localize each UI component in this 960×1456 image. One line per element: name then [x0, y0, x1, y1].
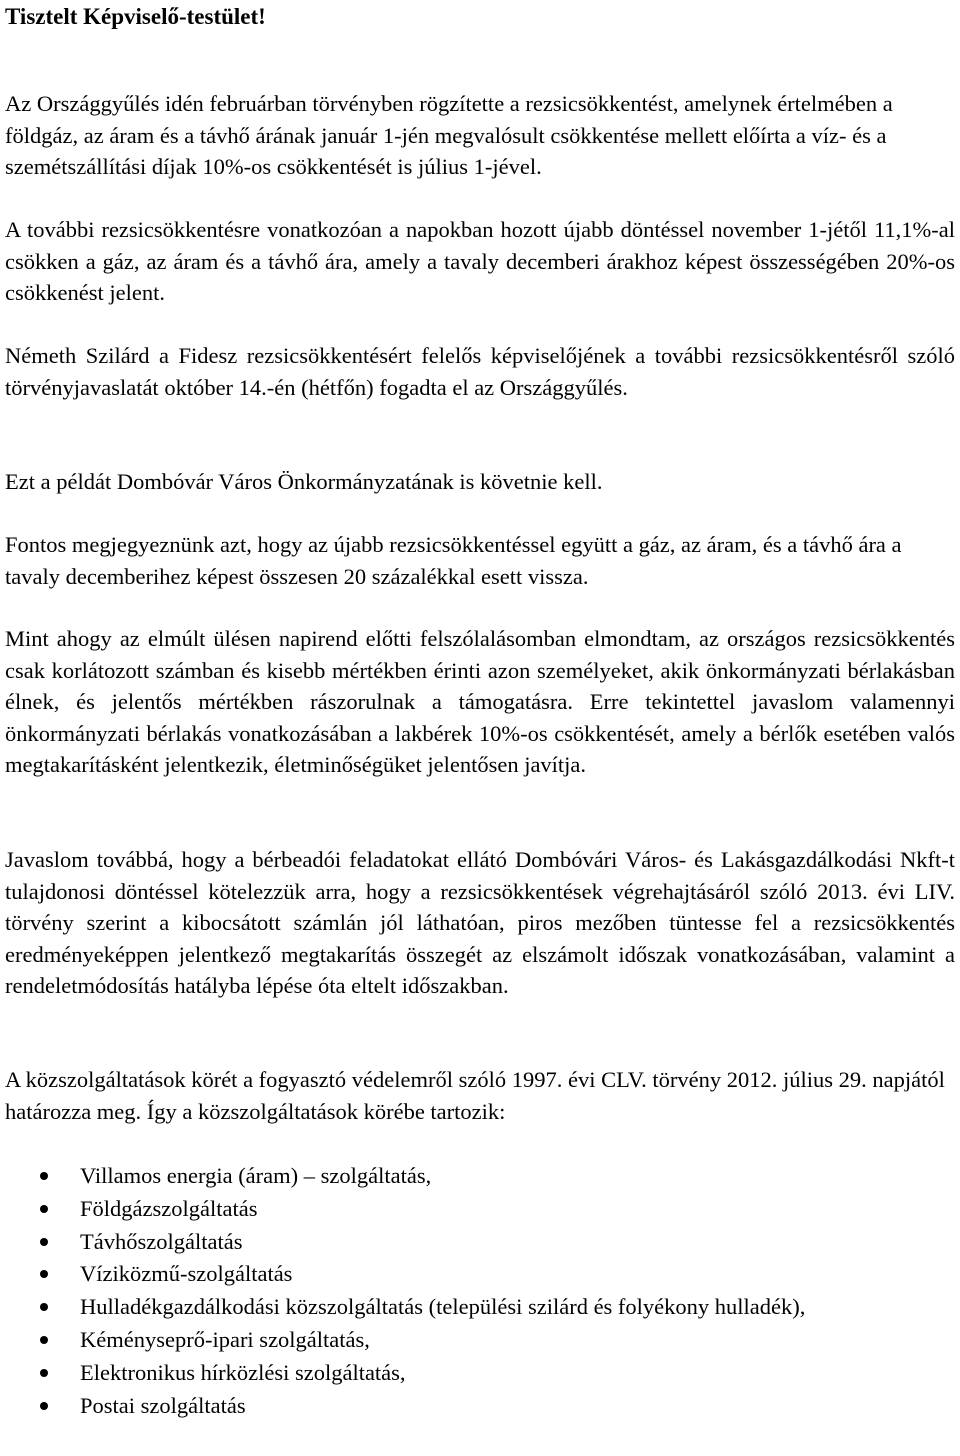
bullet-icon	[40, 1402, 48, 1410]
list-item-text: Postai szolgáltatás	[80, 1392, 246, 1418]
list-item-text: Elektronikus hírközlési szolgáltatás,	[80, 1359, 406, 1385]
list-item-text: Víziközmű-szolgáltatás	[80, 1261, 293, 1287]
paragraph-3: Németh Szilárd a Fidesz rezsicsökkentésért felelős képviselőjének a további rezsicsökkentésről szóló törvényjavaslatát október 14.-én (hétfőn) fogadta el az Országgyűlés.	[5, 343, 955, 400]
list-item	[5, 1324, 955, 1357]
bullet-icon	[40, 1336, 48, 1344]
paragraph-4: Ezt a példát Dombóvár Város Önkormányzatának is követnie kell.	[5, 469, 603, 494]
paragraph-5: Fontos megjegyeznünk azt, hogy az újabb rezsicsökkentéssel együtt a gáz, az áram, és a távhő ára a tavaly decemberihez képest összesen 20 százalékkal esett vissza.	[5, 532, 902, 589]
list-item	[5, 1390, 955, 1423]
document-heading: Tisztelt Képviselő-testület!	[5, 4, 266, 29]
paragraph-2: A további rezsicsökkentésre vonatkozóan a napokban hozott újabb döntéssel november 1-jétől 11,1%-al csökken a gáz, az áram és a távhő ára, amely a tavaly decemberi árakhoz képest összességében 20%-os csökkenést jelent.	[5, 217, 955, 305]
bullet-icon	[40, 1270, 48, 1278]
list-item	[5, 1193, 955, 1226]
list-item	[5, 1160, 955, 1193]
bullet-icon	[40, 1205, 48, 1213]
bullet-icon	[40, 1369, 48, 1377]
bullet-icon	[40, 1238, 48, 1246]
public-services-list	[5, 1160, 955, 1422]
paragraph-8: A közszolgáltatások körét a fogyasztó védelemről szóló 1997. évi CLV. törvény 2012. július 29. napjától határozza meg. Így a közszolgáltatások körébe tartozik:	[5, 1067, 945, 1124]
paragraph-7: Javaslom továbbá, hogy a bérbeadói feladatokat ellátó Dombóvári Város- és Lakásgazdálkodási Nkft-t tulajdonosi döntéssel kötelezzük arra, hogy a rezsicsökkentések végrehajtásáról szóló 2013. évi LIV. törvény szerint a kibocsátott számlán jól láthatóan, piros mezőben tüntesse fel a rezsicsökkentés eredményeképpen jelentkező megtakarítás összegét az elszámolt időszak vonatkozásában, valamint a rendeletmódosítás hatályba lépése óta eltelt időszakban.	[5, 847, 955, 998]
paragraph-1: Az Országgyűlés idén februárban törvényben rögzítette a rezsicsökkentést, amelynek értelmében a földgáz, az áram és a távhő árának január 1-jén megvalósult csökkentése mellett előírta a víz- és a szemétszállítási díjak 10%-os csökkentését is július 1-jével.	[5, 91, 893, 179]
list-item-text: Földgázszolgáltatás	[80, 1195, 258, 1221]
list-item-text: Hulladékgazdálkodási közszolgáltatás (települési szilárd és folyékony hulladék),	[80, 1294, 806, 1320]
paragraph-6: Mint ahogy az elmúlt ülésen napirend előtti felszólalásomban elmondtam, az országos rezsicsökkentés csak korlátozott számban és kisebb mértékben érinti azon személyeket, akik önkormányzati bérlakásban élnek, és jelentős mértékben rászorulnak a támogatásra. Erre tekintettel javaslom valamennyi önkormányzati bérlakás vonatkozásában a lakbérek 10%-os csökkentését, amely a bérlők esetében valós megtakarításként jelentkezik, életminőségüket jelentősen javítja.	[5, 626, 955, 777]
list-item-text: Távhőszolgáltatás	[80, 1228, 243, 1254]
list-item	[5, 1258, 955, 1291]
list-item-text: Kéményseprő-ipari szolgáltatás,	[80, 1326, 370, 1352]
bullet-icon	[40, 1172, 48, 1180]
list-item	[5, 1226, 955, 1259]
bullet-icon	[40, 1303, 48, 1311]
list-item-text: Villamos energia (áram) – szolgáltatás,	[80, 1163, 432, 1188]
list-item	[5, 1291, 955, 1324]
list-item	[5, 1357, 955, 1390]
